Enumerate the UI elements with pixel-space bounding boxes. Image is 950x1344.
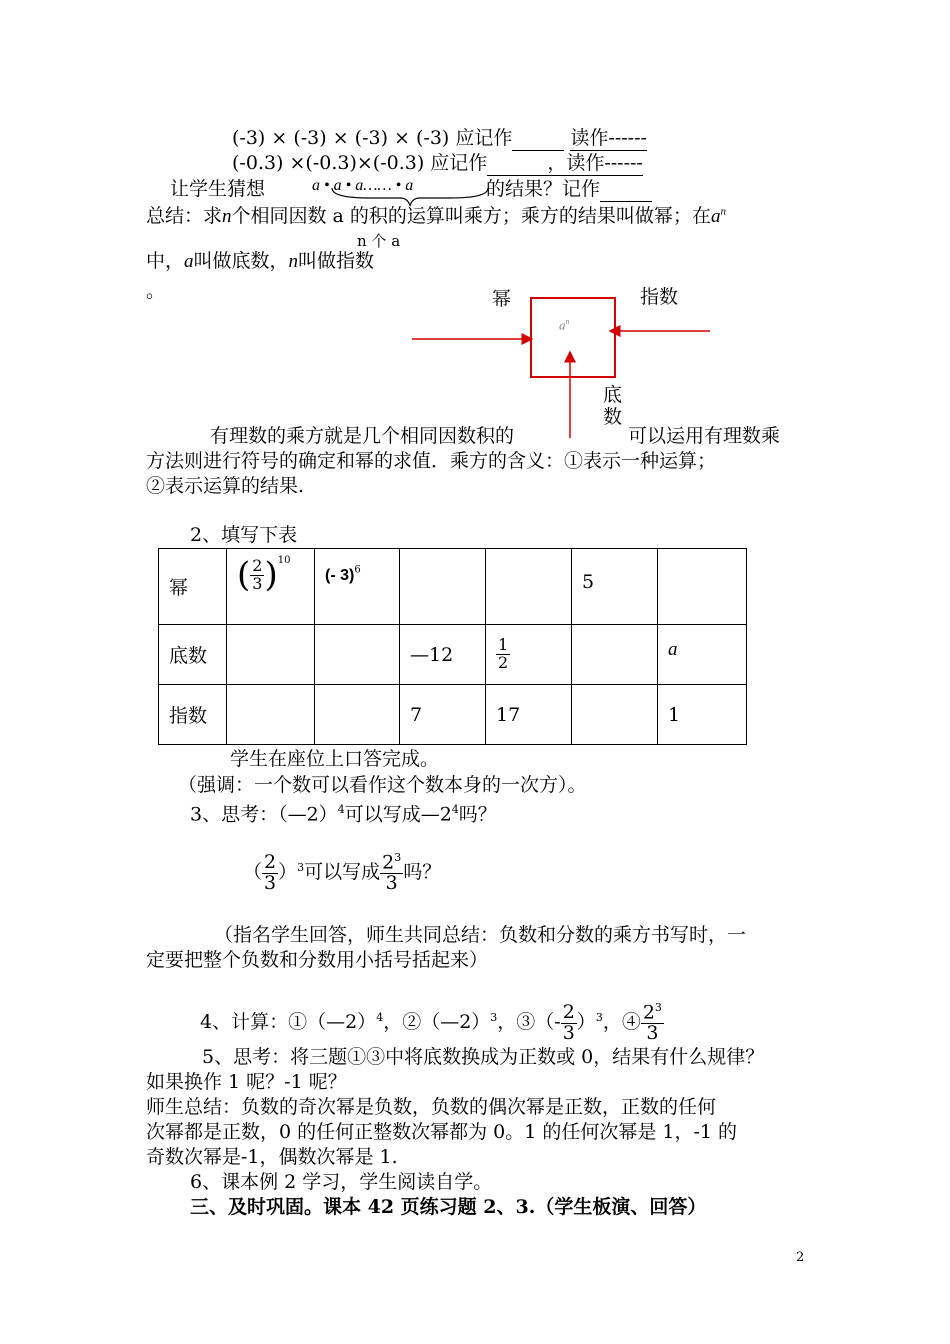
cell-neg3-power	[315, 549, 400, 625]
oral-answer: 学生在座位上口答完成。	[230, 748, 440, 770]
q4-numerator-2: 2	[642, 1001, 655, 1024]
line-2-read: ，读作------	[547, 152, 643, 174]
q4-text: ，②（—2）	[383, 1011, 491, 1034]
q3b-text: 可以写成	[304, 861, 381, 884]
cell-empty	[658, 549, 747, 625]
page-number: 2	[796, 1250, 805, 1265]
factor: a	[405, 177, 414, 194]
question-6: 6、课本例 2 学习，学生阅读自学。	[190, 1171, 493, 1193]
row-header-power: 幂	[159, 549, 227, 625]
ellipsis: ……	[363, 177, 392, 194]
q3b-fraction	[262, 850, 278, 894]
q4-text: ，③（-	[497, 1011, 561, 1034]
q4-text: 4、计算：①（—2）	[200, 1011, 377, 1034]
summary-text: 总结：求	[146, 205, 223, 227]
factor: a	[333, 177, 342, 194]
diagram-arrows	[410, 320, 720, 440]
question-5-line-5: 奇数次幂是-1，偶数次幂是 1.	[146, 1146, 398, 1168]
q4-numerator-sup: 3	[654, 1001, 662, 1014]
q3-answer-2: 定要把整个负数和分数用小括号括起来）	[146, 949, 489, 971]
q3b-sup: 3	[297, 860, 305, 874]
cell-power-5: 5	[572, 549, 658, 625]
summary-text: 个相同因数 a 的积的运算叫乘方；乘方的结果叫做幂；在	[231, 205, 711, 227]
q4-fraction-2	[641, 1002, 664, 1044]
q4-text: ）	[576, 1011, 596, 1034]
product-expression: a • a • a…… • a	[312, 177, 414, 194]
q3b-numerator-sup: 3	[394, 851, 402, 864]
q3b-numerator: 2	[264, 850, 277, 873]
q4-numerator: 2	[562, 1000, 575, 1023]
factor: a	[312, 177, 320, 194]
fraction-denominator: 3	[252, 573, 263, 593]
question-5-line-1: 5、思考：将三题①③中将底数换成为正数或 0，结果有什么规律？	[202, 1046, 765, 1068]
line-2	[232, 152, 643, 176]
base-label: 底数	[603, 384, 623, 428]
table-title: 2、填写下表	[190, 524, 298, 546]
q4-text: ，④	[602, 1011, 641, 1034]
cell-exp-1: 1	[658, 685, 747, 745]
q4-fraction	[561, 1000, 577, 1044]
q3b-fraction-2	[380, 852, 403, 894]
q3-answer-1: （指名学生回答，师生共同总结：负数和分数的乘方书写时，一	[214, 924, 747, 946]
line-2-expression: (-0.3) ×(-0.3)×(-0.3) 应记作	[232, 152, 488, 174]
paren: （	[243, 861, 263, 884]
fraction	[250, 555, 264, 593]
guess-text: 让学生猜想	[170, 178, 266, 200]
cell-empty	[227, 625, 315, 685]
cell-empty	[315, 685, 400, 745]
summary-period: 。	[146, 280, 166, 302]
summary-a: a	[184, 251, 194, 272]
para1-line-1b: 可以运用有理数乘	[628, 425, 781, 447]
exponent-label: 指数	[640, 286, 679, 308]
power-table	[158, 548, 747, 745]
q3-text: 3、思考：（—2）	[190, 803, 338, 826]
question-3b	[243, 852, 441, 894]
summary-text: 叫做底数，	[193, 250, 289, 272]
summary-a: a	[710, 206, 721, 227]
fraction-exponent: 10	[277, 555, 291, 566]
summary-line-2	[146, 250, 374, 274]
cell-empty	[315, 625, 400, 685]
row-header-base: 底数	[159, 625, 227, 685]
q3b-numerator-2: 2	[382, 851, 395, 874]
section-3-heading: 三、及时巩固。课本 42 页练习题 2、3.（学生板演、回答）	[190, 1196, 707, 1218]
paren: ）	[278, 861, 298, 884]
q4-denominator-2: 3	[646, 1022, 659, 1045]
table-row-power	[159, 549, 747, 625]
para1-line-1a: 有理数的乘方就是几个相同因数积的	[210, 425, 515, 447]
blank	[600, 178, 652, 202]
half-denominator: 2	[498, 653, 509, 672]
cell-exp-17: 17	[486, 685, 572, 745]
q4-sup: 4	[376, 1010, 384, 1024]
cell-empty	[572, 625, 658, 685]
half-fraction	[496, 637, 510, 672]
table-row-exponent	[159, 685, 747, 745]
cell-empty	[400, 549, 486, 625]
line-1	[232, 127, 647, 151]
power-label: 幂	[492, 288, 512, 310]
neg3: (- 3)	[325, 567, 355, 584]
center-a: a	[559, 317, 566, 333]
q3b-text: 吗？	[403, 861, 442, 884]
neg3-exponent: 6	[354, 564, 361, 576]
summary-text: 叫做指数	[298, 250, 375, 272]
q3-text: 可以写成—2	[344, 803, 452, 826]
summary-text: 中，	[146, 250, 185, 272]
table-row-base	[159, 625, 747, 685]
q4-sup: 3	[490, 1010, 498, 1024]
blank	[512, 127, 564, 151]
emphasis: （强调：一个数可以看作这个数本身的一次方）。	[178, 774, 587, 796]
q4-denominator: 3	[562, 1021, 575, 1044]
question-4	[200, 1002, 664, 1044]
summary-sup-n: n	[720, 205, 726, 218]
para1-line-3: ②表示运算的结果.	[146, 475, 305, 497]
question-5-line-2: 如果换作 1 呢？-1 呢？	[146, 1071, 347, 1093]
cell-empty	[227, 685, 315, 745]
cell-base-a: a	[658, 625, 747, 685]
q3b-denominator: 3	[264, 871, 277, 894]
cell-empty	[572, 685, 658, 745]
cell-fraction-power: ( $\frac{2}{3}$ )$^{10}$	[227, 549, 315, 625]
question-5-line-3: 师生总结：负数的奇次幂是负数，负数的偶次幂是正数，正数的任何	[146, 1096, 717, 1118]
summary-n: n	[222, 206, 232, 227]
guess-suffix-text: 的结果？记作	[486, 178, 601, 200]
cell-base-half	[486, 625, 572, 685]
brace-label: n 个 a	[357, 232, 401, 250]
factor: a	[355, 177, 364, 194]
question-5-line-4: 次幂都是正数，0 的任何正整数次幂都为 0。1 的任何次幂是 1，-1 的	[146, 1121, 738, 1143]
line-3	[170, 178, 265, 201]
q3-text: 吗？	[458, 803, 497, 826]
summary-line-1	[146, 205, 726, 229]
half-numerator: 1	[498, 635, 509, 655]
q3b-denominator-2: 3	[385, 872, 398, 895]
cell-base-neg12: —12	[400, 625, 486, 685]
center-n: n	[565, 317, 570, 326]
summary-n: n	[288, 251, 299, 272]
q4-sup: 3	[595, 1010, 603, 1024]
cell-exp-7: 7	[400, 685, 486, 745]
q3-sup: 4	[451, 803, 459, 816]
question-3	[190, 803, 497, 826]
para1-line-2: 方法则进行符号的确定和幂的求值．乘方的含义：①表示一种运算；	[146, 450, 717, 472]
blank	[487, 152, 547, 176]
line-1-expression: (-3) × (-3) × (-3) × (-3) 应记作	[232, 127, 513, 149]
guess-suffix	[486, 178, 652, 202]
line-1-read: 读作------	[570, 127, 647, 149]
q3-sup: 4	[337, 803, 345, 816]
cell-empty	[486, 549, 572, 625]
row-header-exponent: 指数	[159, 685, 227, 745]
fraction-numerator: 2	[252, 555, 263, 575]
